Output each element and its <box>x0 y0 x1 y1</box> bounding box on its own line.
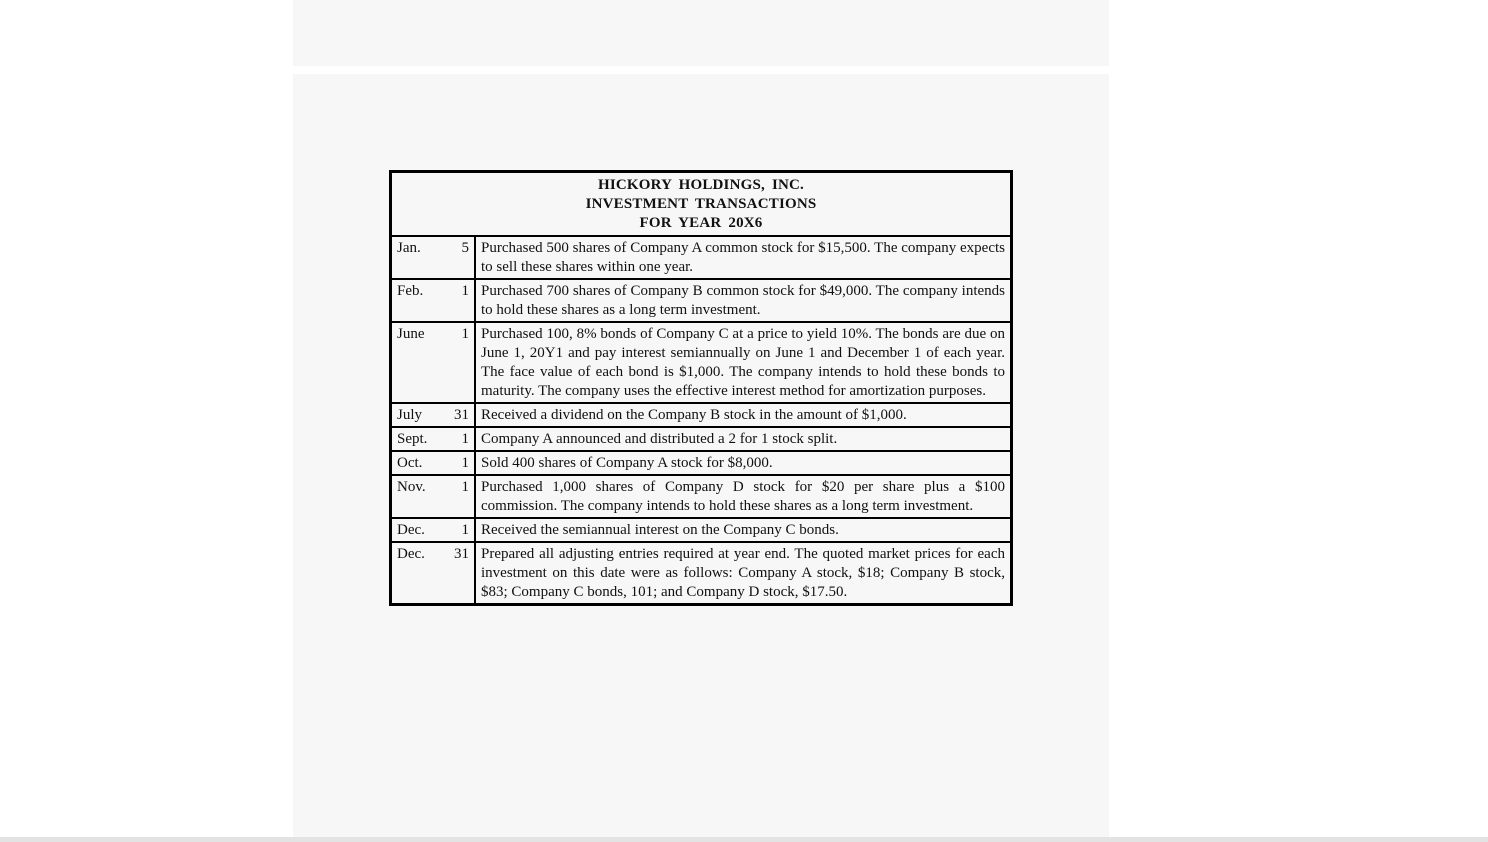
month: Dec. <box>397 522 425 538</box>
description-cell: Purchased 100, 8% bonds of Company C at a price to yield 10%. The bonds are due on June 1, 20Y1 and pay interest semiannually on June 1 and December 1 of each year. The face value of each bond is $1,000. The company intends to hold these bonds to maturity. The company uses the effective interest method for amortization purposes. <box>475 322 1012 403</box>
month: June <box>397 326 425 342</box>
date-cell <box>391 427 476 451</box>
day: 5 <box>461 240 469 256</box>
day: 1 <box>461 522 469 538</box>
table-row <box>391 542 1012 605</box>
date-cell <box>391 451 476 475</box>
horizontal-scrollbar[interactable] <box>0 837 1488 842</box>
date-cell <box>391 279 476 322</box>
previous-page <box>293 0 1109 66</box>
table-row <box>391 518 1012 542</box>
fiscal-period: FOR YEAR 20X6 <box>639 215 763 231</box>
day: 31 <box>454 546 469 562</box>
month: Dec. <box>397 546 425 562</box>
table-row <box>391 403 1012 427</box>
date-cell <box>391 475 476 518</box>
description-cell: Company A announced and distributed a 2 for 1 stock split. <box>475 427 1012 451</box>
company-name: HICKORY HOLDINGS, INC. <box>597 177 804 193</box>
table-row <box>391 451 1012 475</box>
table-row <box>391 236 1012 279</box>
day: 1 <box>461 431 469 447</box>
day: 1 <box>461 326 469 342</box>
month: Jan. <box>397 240 421 256</box>
table-header-row <box>391 172 1012 237</box>
table-title <box>391 172 1012 237</box>
description-cell: Sold 400 shares of Company A stock for $8,000. <box>475 451 1012 475</box>
date-cell <box>391 542 476 605</box>
description-cell: Received a dividend on the Company B stock in the amount of $1,000. <box>475 403 1012 427</box>
month: Sept. <box>397 431 428 447</box>
date-cell <box>391 403 476 427</box>
day: 1 <box>461 455 469 471</box>
table-row <box>391 427 1012 451</box>
description-cell: Prepared all adjusting entries required at year end. The quoted market prices for each investment on this date were as follows: Company A stock, $18; Company B stock, $83; Company C bonds, 101; and Company D stock, $17.50. <box>475 542 1012 605</box>
month: Oct. <box>397 455 423 471</box>
month: Nov. <box>397 479 426 495</box>
description-cell: Purchased 700 shares of Company B common stock for $49,000. The company intends to hold these shares as a long term investment. <box>475 279 1012 322</box>
table-row <box>391 279 1012 322</box>
description-cell: Purchased 1,000 shares of Company D stock for $20 per share plus a $100 commission. The company intends to hold these shares as a long term investment. <box>475 475 1012 518</box>
investment-transactions-table <box>389 170 1013 606</box>
date-cell <box>391 236 476 279</box>
day: 31 <box>454 407 469 423</box>
description-cell: Received the semiannual interest on the Company C bonds. <box>475 518 1012 542</box>
day: 1 <box>461 283 469 299</box>
date-cell <box>391 322 476 403</box>
month: Feb. <box>397 283 424 299</box>
month: July <box>397 407 423 423</box>
day: 1 <box>461 479 469 495</box>
date-cell <box>391 518 476 542</box>
table-row <box>391 322 1012 403</box>
description-cell: Purchased 500 shares of Company A common stock for $15,500. The company expects to sell these shares within one year. <box>475 236 1012 279</box>
table-row <box>391 475 1012 518</box>
table-heading: INVESTMENT TRANSACTIONS <box>585 196 817 212</box>
